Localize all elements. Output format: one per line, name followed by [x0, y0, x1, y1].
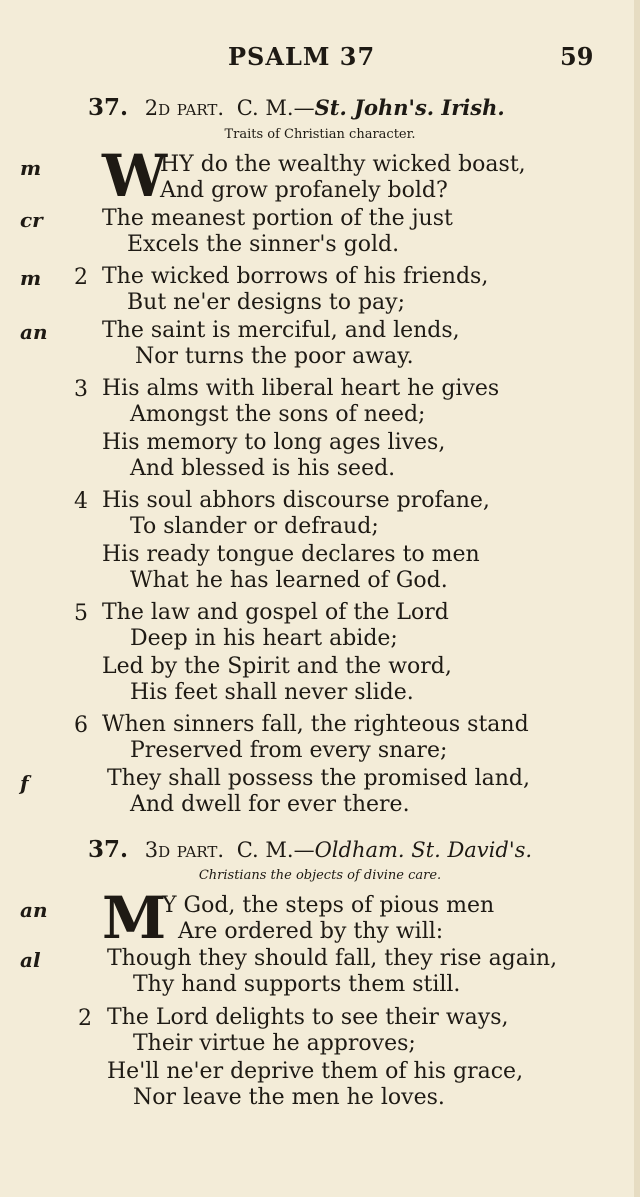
- dynamic-marker: an: [20, 320, 48, 344]
- hymn-line: What he has learned of God.: [130, 568, 448, 593]
- dynamic-marker: m: [20, 156, 42, 180]
- part-label: 2d part.: [144, 96, 225, 120]
- hymn-line: His ready tongue declares to men: [102, 542, 480, 567]
- hymn-line: The wicked borrows of his friends,: [102, 264, 489, 289]
- hymn-line: Are ordered by thy will:: [178, 919, 444, 944]
- hymn-line: HY do the wealthy wicked boast,: [160, 152, 526, 177]
- hymn-line: And blessed is his seed.: [130, 456, 396, 481]
- hymn-line: Y God, the steps of pious men: [162, 893, 495, 918]
- hymn-line: His alms with liberal heart he gives: [102, 376, 500, 401]
- tune-names: St. John's. Irish.: [314, 95, 505, 120]
- hymn-line: Excels the sinner's gold.: [127, 232, 400, 257]
- hymn-line: The law and gospel of the Lord: [102, 600, 449, 625]
- hymn-line: Amongst the sons of need;: [130, 402, 426, 427]
- hymn-line: Deep in his heart abide;: [130, 626, 398, 651]
- hymn-line: When sinners fall, the righteous stand: [102, 712, 529, 737]
- page-number: 59: [560, 42, 594, 71]
- verse-number: 2: [78, 1006, 92, 1031]
- hymn-line: Nor leave the men he loves.: [133, 1085, 445, 1110]
- hymn-line: Nor turns the poor away.: [135, 344, 414, 369]
- hymn-line: To slander or defraud;: [130, 514, 379, 539]
- hymn-line: Thy hand supports them still.: [133, 972, 461, 997]
- dynamic-marker: al: [20, 948, 41, 972]
- hymn-line: But ne'er designs to pay;: [127, 290, 406, 315]
- hymn-line: And grow profanely bold?: [160, 178, 448, 203]
- hymn-line: The saint is merciful, and lends,: [102, 318, 460, 343]
- psalm-number: 37.: [88, 836, 129, 863]
- meter-label: C. M.—: [236, 96, 315, 120]
- header-title: PSALM 37: [228, 42, 376, 71]
- verse-number: 5: [74, 601, 88, 626]
- running-header: [0, 42, 640, 76]
- drop-cap: W: [102, 142, 166, 210]
- hymn-line: His soul abhors discourse profane,: [102, 488, 490, 513]
- verse-number: 4: [74, 489, 88, 514]
- hymn-line: His memory to long ages lives,: [102, 430, 446, 455]
- verse-number: 6: [74, 713, 88, 738]
- verse-number: 2: [74, 265, 88, 290]
- hymn-line: Preserved from every snare;: [130, 738, 448, 763]
- section2-heading: [88, 836, 532, 863]
- dynamic-marker: f: [20, 771, 29, 795]
- part-label: 3d part.: [144, 838, 225, 862]
- hymn-line: His feet shall never slide.: [130, 680, 414, 705]
- hymn-line: He'll ne'er deprive them of his grace,: [107, 1059, 524, 1084]
- section1-subtitle: Traits of Christian character.: [224, 127, 416, 142]
- section2-subtitle: Christians the objects of divine care.: [198, 868, 442, 883]
- hymn-line: And dwell for ever there.: [130, 792, 410, 817]
- hymn-line: They shall possess the promised land,: [107, 766, 530, 791]
- hymn-line: The meanest portion of the just: [102, 206, 453, 231]
- hymn-line: Their virtue he approves;: [133, 1031, 416, 1056]
- page-edge: [634, 0, 640, 1197]
- tune-names: Oldham. St. David's.: [314, 838, 533, 862]
- hymn-line: Though they should fall, they rise again,: [107, 946, 558, 971]
- section1-heading: [88, 94, 505, 121]
- verse-number: 3: [74, 377, 88, 402]
- drop-cap: M: [102, 884, 165, 952]
- psalm-number: 37.: [88, 94, 129, 121]
- dynamic-marker: an: [20, 898, 48, 922]
- meter-label: C. M.—: [236, 838, 315, 862]
- hymn-line: The Lord delights to see their ways,: [107, 1005, 509, 1030]
- dynamic-marker: m: [20, 266, 42, 290]
- hymn-line: Led by the Spirit and the word,: [102, 654, 452, 679]
- dynamic-marker: cr: [20, 208, 43, 232]
